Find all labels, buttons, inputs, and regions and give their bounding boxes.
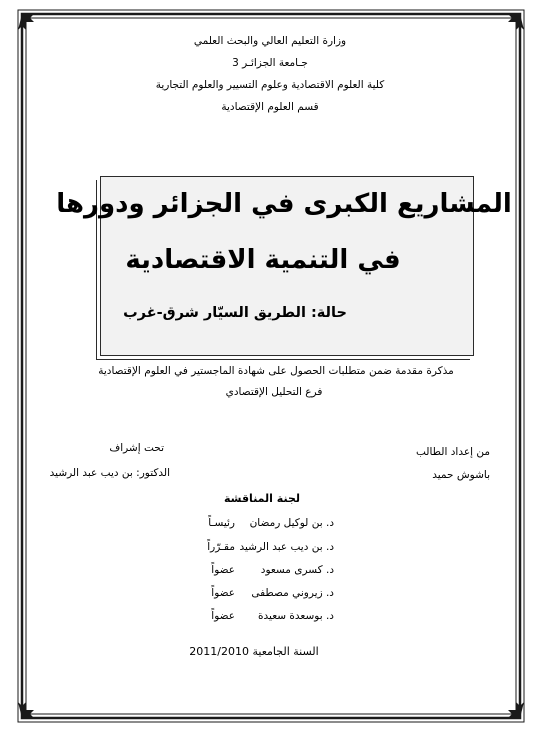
thesis-title-line1: المشاريع الكبرى في الجزائر ودورها xyxy=(56,189,512,219)
ministry-name: وزارة التعليم العالي والبحث العلمي xyxy=(193,35,347,47)
corner-ornament-tl xyxy=(18,14,34,30)
committee-member-name: د. بن ديب عبد الرشيد xyxy=(239,541,334,553)
committee-member-role: مقـرّراً xyxy=(207,541,235,553)
supervisor-name: الدكتور: بن ديب عبد الرشيد xyxy=(49,467,170,479)
corner-ornament-br xyxy=(508,702,524,718)
committee-member-role: عضواً xyxy=(211,564,235,576)
student-name: باشوش حميد xyxy=(432,469,490,481)
university-name: جـامعة الجزائـر 3 xyxy=(232,57,308,69)
faculty-name: كلية العلوم الاقتصادية وعلوم التسيير والعلوم التجارية xyxy=(155,79,385,91)
committee-member-role: عضواً xyxy=(211,610,235,622)
thesis-title-line2: في التنمية الاقتصادية xyxy=(125,245,401,275)
student-label: من إعداد الطالب xyxy=(415,446,490,458)
case-study: حالة: الطريق السيّار شرق-غرب xyxy=(123,305,347,321)
thesis-branch: فرع التحليل الإقتصادي xyxy=(225,386,323,398)
committee-member-name: د. بوسعدة سعيدة xyxy=(258,610,334,622)
committee-member-name: د. كسرى مسعود xyxy=(260,564,334,576)
committee-label: لجنة المناقشة xyxy=(223,492,301,505)
corner-ornament-tr xyxy=(508,14,524,30)
department-name: قسم العلوم الإقتصادية xyxy=(221,101,319,113)
committee-member-name: د. بن لوكيل رمضان xyxy=(249,517,334,529)
corner-ornament-bl xyxy=(18,702,34,718)
committee-member-name: د. زيروني مصطفى xyxy=(251,587,334,599)
committee-member-role: عضواً xyxy=(211,587,235,599)
thesis-purpose: مذكرة مقدمة ضمن متطلبات الحصول على شهادة الماجستير في العلوم الإقتصادية xyxy=(98,365,454,377)
supervisor-label: تحت إشراف xyxy=(109,442,164,454)
academic-year: السنة الجامعية 2011/2010 xyxy=(189,645,319,658)
committee-member-role: رئيسـاً xyxy=(208,517,235,529)
